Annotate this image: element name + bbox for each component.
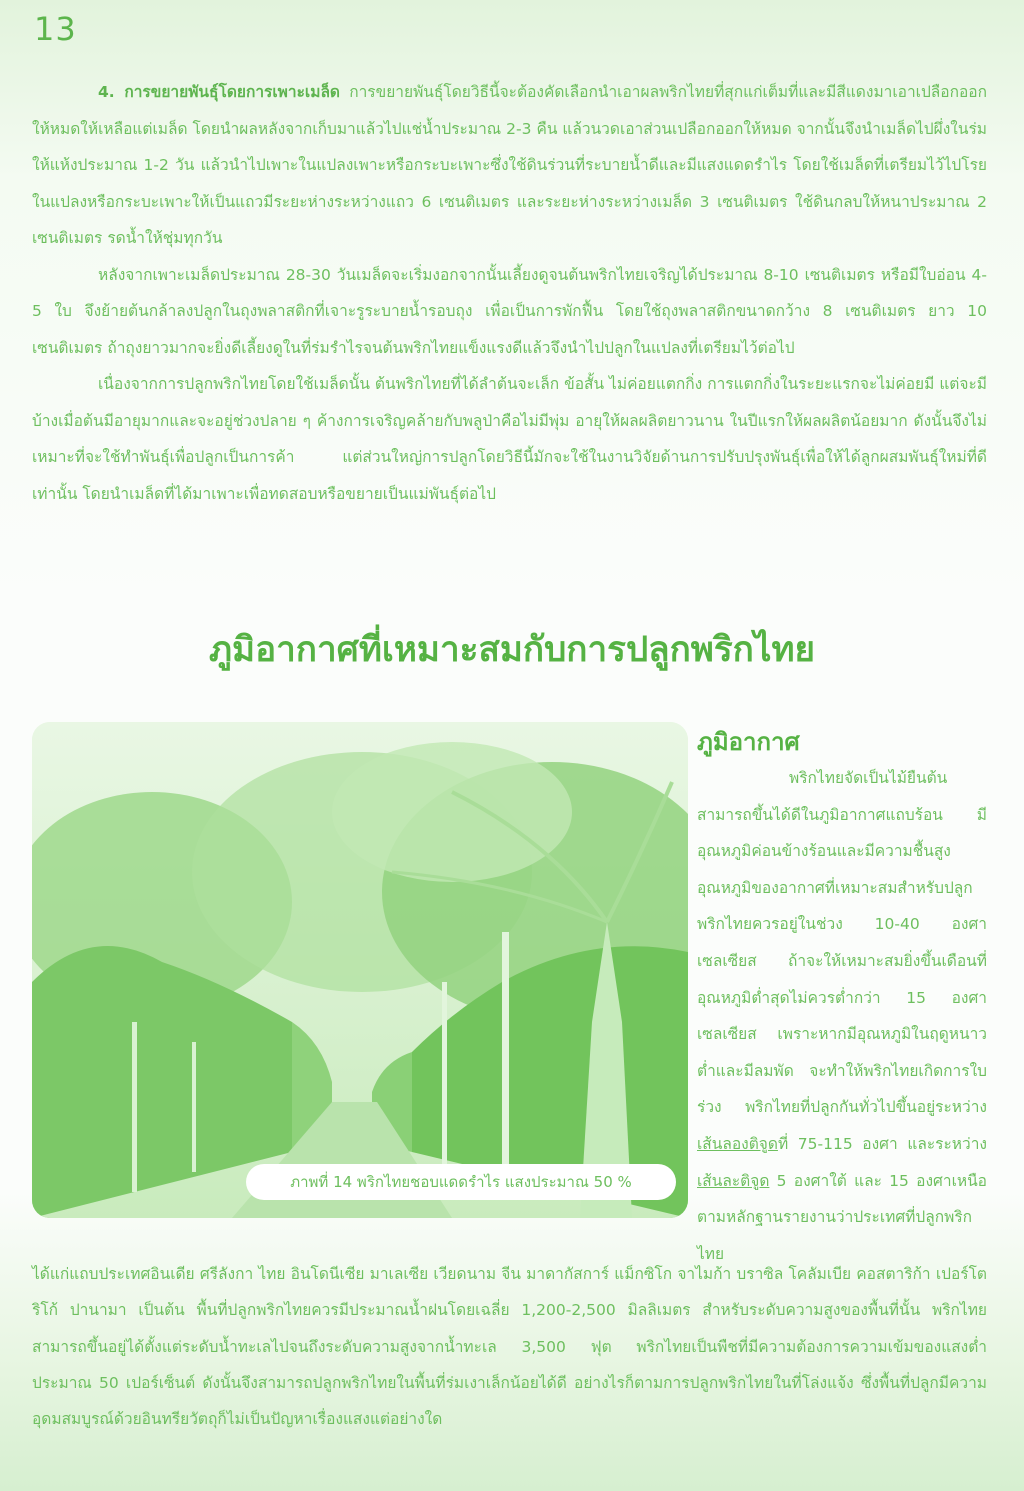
climate-text-a: พริกไทยจัดเป็นไม้ยืนต้นสามารถขึ้นได้ดีในภูมิอากาศแถบร้อน มีอุณหภูมิค่อนข้างร้อนและมีความชื้นสูง อุณหภูมิของอากาศที่เหมาะสมสำหรับปลูกพริกไทยควรอยู่ในช่วง 10-40 องศาเซลเซียส ถ้าจะให้เหมาะสมยิ่งขึ้นเดือนที่อุณหภูมิต่ำสุดไม่ควรต่ำกว่า 15 องศาเซลเซียส เพราะหากมีอุณหภูมิในฤดูหนาวต่ำและมีลมพัด จะทำให้พริกไทยเกิดการใบร่วง พริกไทยที่ปลูกกันทั่วไปขึ้นอยู่ระหว่าง bbox=[697, 769, 987, 1117]
climate-text-c: 5 องศาใต้ และ 15 องศาเหนือ ตามหลักฐานรายงานว่าประเทศที่ปลูกพริกไทย bbox=[697, 1171, 987, 1263]
paragraph-seed-limitations: เนื่องจากการปลูกพริกไทยโดยใช้เมล็ดนั้น ต้นพริกไทยที่ได้ลำต้นจะเล็ก ข้อสั้น ไม่ค่อยแตกกิ่ง การแตกกิ่งในระยะแรกจะไม่ค่อยมี แต่จะมีบ้างเมื่อต้นมีอายุมากและจะอยู่ช่วงปลาย ๆ ค้างการเจริญคล้ายกับพลูป่าคือไม่มีพุ่ม อายุให้ผลผลิตยาวนาน ในปีแรกให้ผลผลิตน้อยมาก ดังนั้นจึงไม่เหมาะที่จะใช้ทำพันธุ์เพื่อปลูกเป็นการค้า แต่ส่วนใหญ่การปลูกโดยวิธีนี้มักจะใช้ในงานวิจัยด้านการปรับปรุงพันธุ์เพื่อให้ได้ลูกผสมพันธุ์ใหม่ที่ดีเท่านั้น โดยนำเมล็ดที่ได้มาเพาะเพื่อทดสอบหรือขยายเป็นแม่พันธุ์ต่อไป bbox=[32, 375, 987, 503]
propagation-section bbox=[32, 74, 987, 512]
latitude-term: เส้นละติจูด bbox=[697, 1171, 770, 1190]
climate-text-b: ที่ 75-115 องศา และระหว่าง bbox=[777, 1134, 987, 1153]
paragraph-lead-heading: 4. การขยายพันธุ์โดยการเพาะเมล็ด bbox=[98, 83, 341, 101]
pepper-plantation-photo bbox=[32, 722, 688, 1218]
paragraph-body: การขยายพันธุ์โดยวิธีนี้จะต้องคัดเลือกนำเอาผลพริกไทยที่สุกแก่เต็มที่และมีสีแดงมาเอาเปลือกออกให้หมดให้เหลือแต่เมล็ด โดยนำผลหลังจากเก็บมาแล้วไปแช่น้ำประมาณ 2-3 คืน แล้วนวดเอาส่วนเปลือกออกให้หมด จากนั้นจึงนำเมล็ดไปผึ่งในร่มให้แห้งประมาณ 1-2 วัน แล้วนำไปเพาะในแปลงเพาะหรือกระบะเพาะซึ่งใช้ดินร่วนที่ระบายน้ำดีและมีแสงแดดรำไร โดยใช้เมล็ดที่เตรียมไว้ไปโรยในแปลงหรือกระบะเพาะให้เป็นแถวมีระยะห่างระหว่างแถว 6 เซนติเมตร และระยะห่างระหว่างเมล็ด 3 เซนติเมตร ใช้ดินกลบให้หนาประมาณ 2 เซนติเมตร รดน้ำให้ชุ่มทุกวัน bbox=[32, 83, 988, 247]
climate-continuation bbox=[32, 1256, 987, 1437]
photo-illustration bbox=[32, 722, 688, 1218]
section-heading: ภูมิอากาศที่เหมาะสมกับการปลูกพริกไทย bbox=[208, 630, 816, 670]
page-number: 13 bbox=[34, 10, 77, 48]
longitude-term: เส้นลองติจูด bbox=[697, 1134, 778, 1153]
climate-side-column bbox=[697, 760, 987, 1272]
photo-caption: ภาพที่ 14 พริกไทยชอบแดดรำไร แสงประมาณ 50 % bbox=[246, 1164, 676, 1200]
paragraph-seed-propagation bbox=[32, 74, 987, 257]
paragraph-seedling-care: หลังจากเพาะเมล็ดประมาณ 28-30 วันเมล็ดจะเริ่มงอกจากนั้นเลี้ยงดูจนต้นพริกไทยเจริญได้ประมาณ 8-10 เซนติเมตร หรือมีใบอ่อน 4-5 ใบ จึงย้ายต้นกล้าลงปลูกในถุงพลาสติกที่เจาะรูระบายน้ำรอบถุง เพื่อเป็นการพักฟื้น โดยใช้ถุงพลาสติกขนาดกว้าง 8 เซนติเมตร ยาว 10 เซนติเมตร ถ้าถุงยาวมากจะยิ่งดีเลี้ยงดูในที่ร่มรำไรจนต้นพริกไทยแข็งแรงดีแล้วจึงนำไปปลูกในแปลงที่เตรียมไว้ต่อไป bbox=[32, 265, 987, 357]
climate-continuation-paragraph: ได้แก่แถบประเทศอินเดีย ศรีลังกา ไทย อินโดนีเซีย มาเลเซีย เวียดนาม จีน มาดากัสการ์ แม็กซิโก จาไมก้า บราซิล โคลัมเบีย คอสตาริก้า เปอร์โตริโก้ ปานามา เป็นต้น พื้นที่ปลูกพริกไทยควรมีประมาณน้ำฝนโดยเฉลี่ย 1,200-2,500 มิลลิเมตร สำหรับระดับความสูงของพื้นที่นั้น พริกไทยสามารถขึ้นอยู่ได้ตั้งแต่ระดับน้ำทะเลไปจนถึงระดับความสูงจากน้ำทะเล 3,500 ฟุต พริกไทยเป็นพืชที่มีความต้องการความเข้มของแสงต่ำ ประมาณ 50 เปอร์เซ็นต์ ดังนั้นจึงสามารถปลูกพริกไทยในพื้นที่ร่มเงาเล็กน้อยได้ดี อย่างไรก็ตามการปลูกพริกไทยในที่โล่งแจ้ง ซึ่งพื้นที่ปลูกมีความอุดมสมบูรณ์ด้วยอินทรียวัตถุก็ไม่เป็นปัญหาเรื่องแสงแต่อย่างใด bbox=[32, 1265, 987, 1429]
climate-heading: ภูมิอากาศ bbox=[697, 728, 800, 756]
climate-paragraph bbox=[697, 760, 987, 1272]
